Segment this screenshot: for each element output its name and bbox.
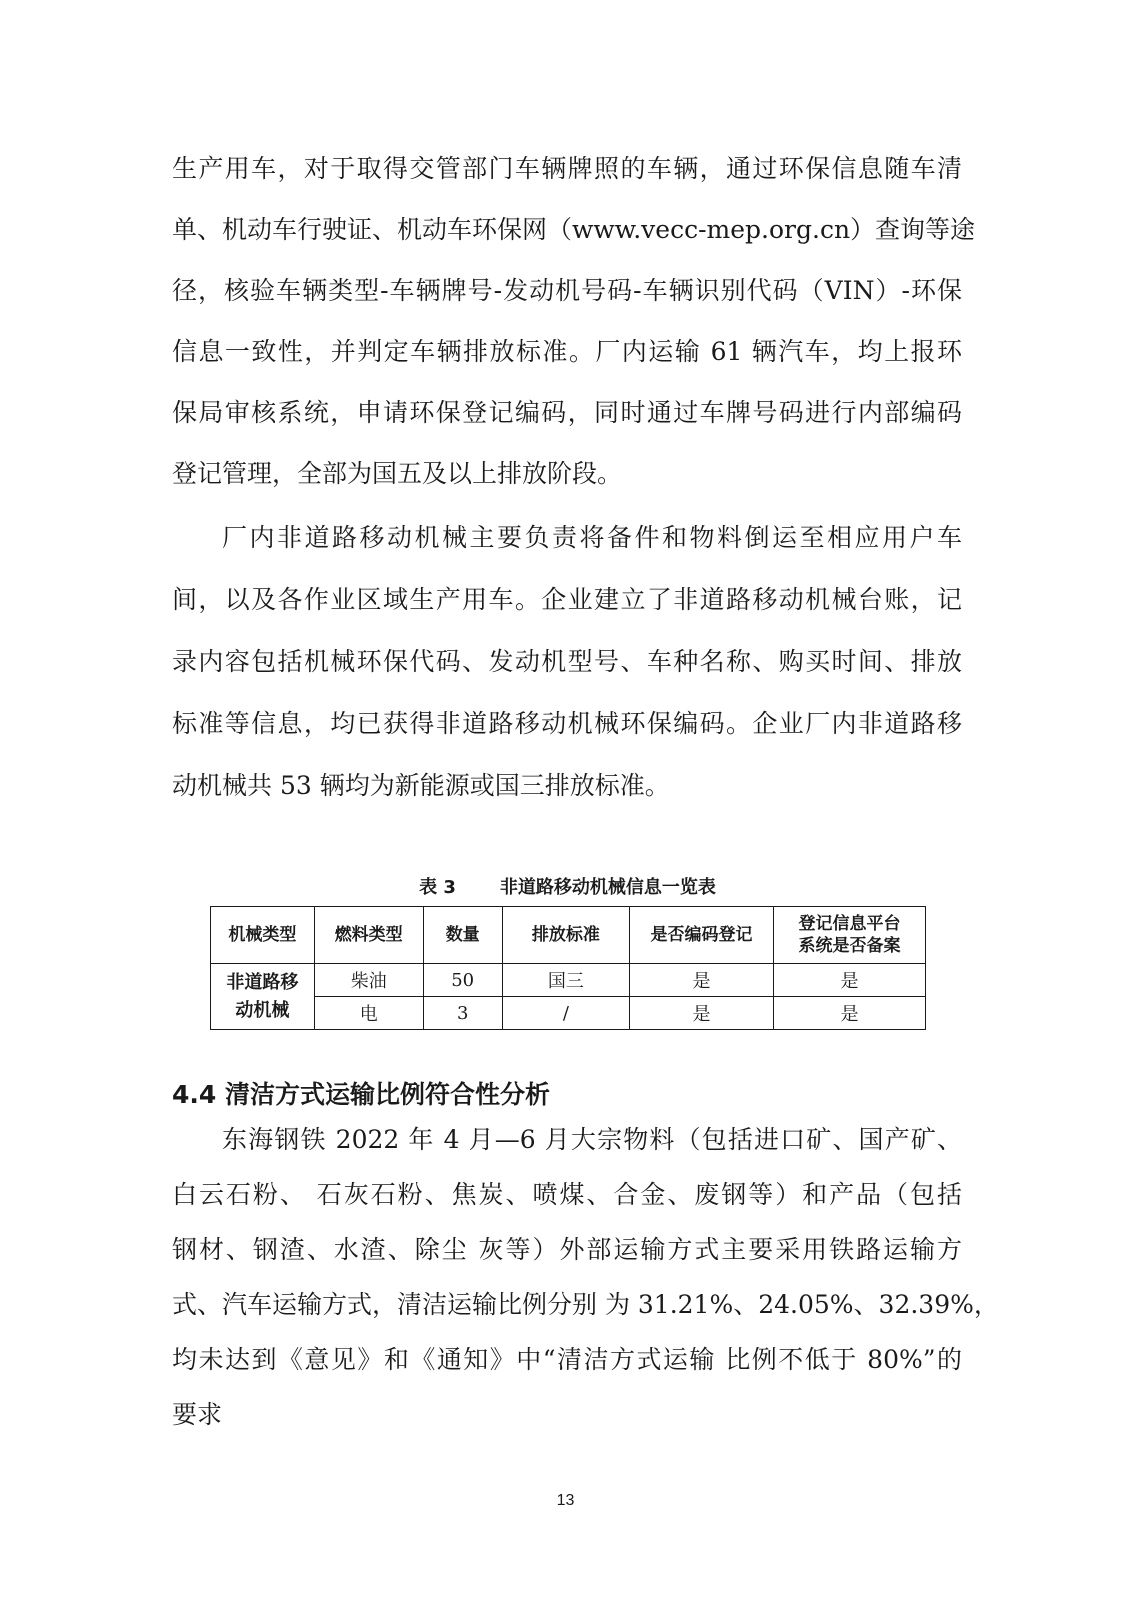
text-line: 录内容包括机械环保代码、发动机型号、车种名称、购买时间、排放 [172, 647, 962, 676]
table-caption-number: 表 3 [419, 877, 456, 898]
header-cell: 是否编码登记 [630, 907, 774, 964]
table-cell-standard: 国三 [502, 964, 629, 997]
table-cell-coded: 是 [630, 964, 774, 997]
table-caption-title: 非道路移动机械信息一览表 [499, 877, 716, 898]
header-cell-line: 登记信息平台 [798, 914, 901, 934]
row-group-label-line: 动机械 [235, 999, 290, 1021]
text-line: 信息一致性，并判定车辆排放标准。厂内运输 61 辆汽车，均上报环 [172, 337, 962, 366]
text-line: 保局审核系统，申请环保登记编码，同时通过车牌号码进行内部编码 [172, 398, 962, 427]
table-header-row [211, 907, 926, 964]
paragraph-non-road-machinery [172, 507, 962, 817]
table-row [211, 997, 926, 1030]
header-cell [773, 907, 925, 964]
table-cell-standard: / [502, 997, 629, 1030]
text-line: 要求 [172, 1400, 223, 1429]
text-line: 径，核验车辆类型-车辆牌号-发动机号码-车辆识别代码（VIN）-环保 [172, 276, 962, 305]
table-cell-count: 50 [423, 964, 502, 997]
text-line: 间，以及各作业区域生产用车。企业建立了非道路移动机械台账，记 [172, 585, 962, 614]
row-group-label-line: 非道路移 [226, 971, 299, 993]
page-number: 13 [556, 1492, 575, 1509]
table-cell-fuel: 柴油 [314, 964, 423, 997]
header-cell-line: 系统是否备案 [798, 936, 901, 956]
text-line: 白云石粉、 石灰石粉、焦炭、喷煤、合金、废钢等）和产品（包括 [172, 1180, 962, 1209]
text-line: 东海钢铁 2022 年 4 月—6 月大宗物料（包括进口矿、国产矿、 [222, 1125, 962, 1154]
machinery-info-table [210, 906, 926, 1030]
text-line: 式、汽车运输方式，清洁运输比例分别 为 31.21%、24.05%、32.39%， [172, 1290, 999, 1319]
text-line: 单、机动车行驶证、机动车环保网（www.vecc-mep.org.cn）查询等途 [172, 215, 976, 244]
text-line: 厂内非道路移动机械主要负责将备件和物料倒运至相应用户车 [222, 523, 962, 552]
table-caption [210, 875, 925, 901]
table-cell-filed: 是 [773, 997, 925, 1030]
table-cell-coded: 是 [630, 997, 774, 1030]
paragraph-clean-transport [172, 1112, 999, 1442]
paragraph-vehicle-registration [172, 138, 976, 504]
table-cell-filed: 是 [773, 964, 925, 997]
header-cell: 数量 [423, 907, 502, 964]
table-cell-fuel: 电 [314, 997, 423, 1030]
row-group-label [211, 964, 315, 1030]
text-line: 登记管理，全部为国五及以上排放阶段。 [172, 459, 623, 488]
table-cell-count: 3 [423, 997, 502, 1030]
header-cell: 燃料类型 [314, 907, 423, 964]
text-line: 钢材、钢渣、水渣、除尘 灰等）外部运输方式主要采用铁路运输方 [172, 1235, 962, 1264]
header-cell: 排放标准 [502, 907, 629, 964]
text-line: 动机械共 53 辆均为新能源或国三排放标准。 [172, 771, 670, 800]
table-row [211, 964, 926, 997]
section-heading: 4.4 清洁方式运输比例符合性分析 [172, 1080, 550, 1109]
text-line: 标准等信息，均已获得非道路移动机械环保编码。企业厂内非道路移 [172, 709, 962, 738]
text-line: 均未达到《意见》和《通知》中“清洁方式运输 比例不低于 80%”的 [172, 1345, 962, 1374]
header-cell: 机械类型 [211, 907, 315, 964]
text-line: 生产用车，对于取得交管部门车辆牌照的车辆，通过环保信息随车清 [172, 154, 962, 183]
